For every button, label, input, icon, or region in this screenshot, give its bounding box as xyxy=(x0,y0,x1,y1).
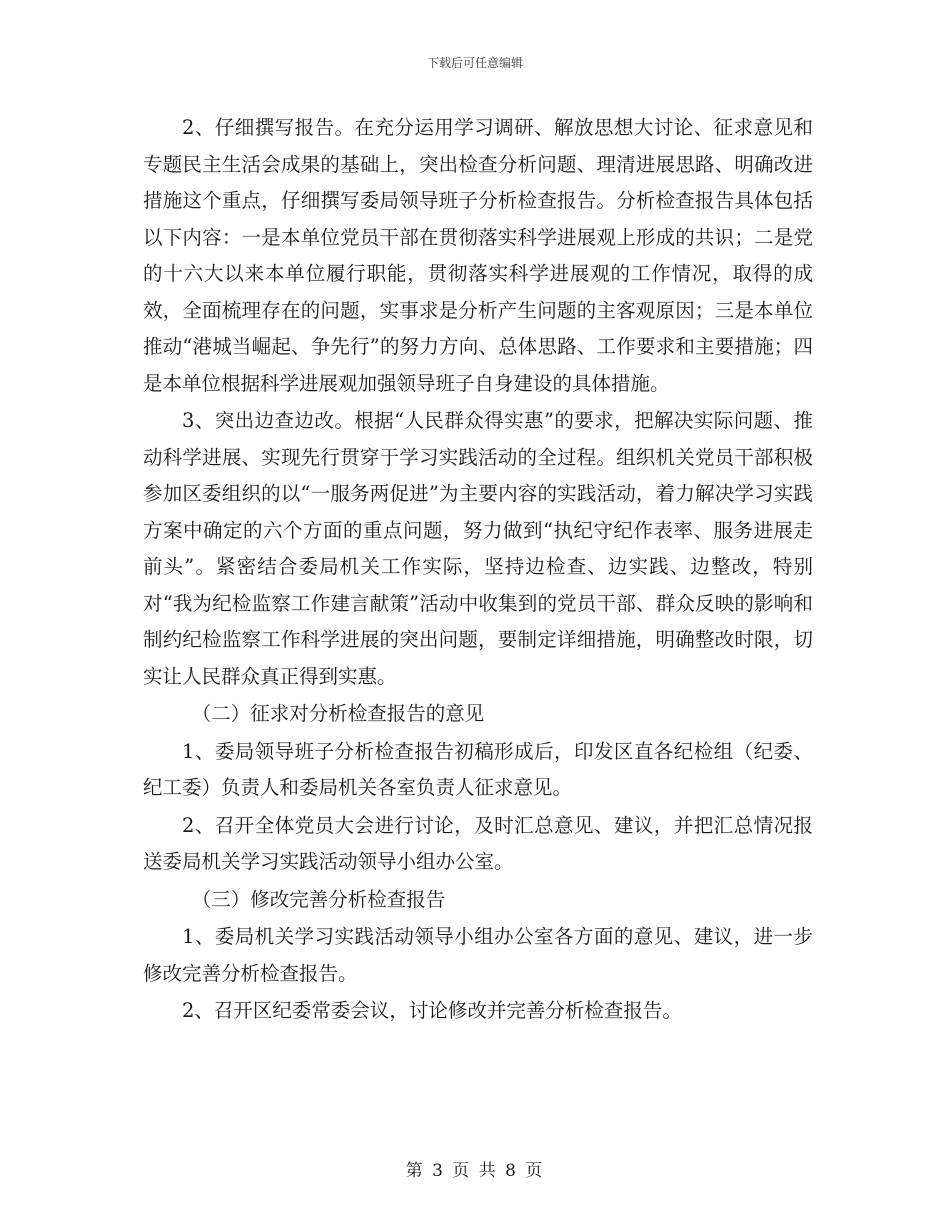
section-heading-solicit-opinions: （二）征求对分析检查报告的意见 xyxy=(191,702,485,725)
paragraph-report-writing: 2、仔细撰写报告。在充分运用学习调研、解放思想大讨论、征求意见和专题民主生活会成果的基础上，突出检查分析问题、理清进展思路、明确改进措施这个重点，仔细撰写委局领导班子分析检查报告。分析检查报告具体包括以下内容：一是本单位党员干部在贯彻落实科学进展观上形成的共识；二是党的十六大以来本单位履行职能，贯彻落实科学进展观的工作情况，取得的成效，全面梳理存在的问题，实事求是分析产生问题的主客观原因；三是本单位推动“港城当崛起、争先行”的努力方向、总体思路、工作要求和主要措施；四是本单位根据科学进展观加强领导班子自身建设的具体措施。 xyxy=(143,116,813,395)
paragraph-party-meeting: 2、召开全体党员大会进行讨论，及时汇总意见、建议，并把汇总情况报送委局机关学习实践活动领导小组办公室。 xyxy=(143,813,813,873)
paragraph-distribute-draft: 1、委局领导班子分析检查报告初稿形成后，印发区直各纪检组（纪委、纪工委）负责人和委局机关各室负责人征求意见。 xyxy=(143,739,813,799)
page-number: 第 3 页 共 8 页 xyxy=(405,1161,545,1181)
document-body xyxy=(143,110,813,1030)
paragraph-standing-committee: 2、召开区纪委常委会议，讨论修改并完善分析检查报告。 xyxy=(182,999,682,1022)
section-heading-revise-report: （三）修改完善分析检查报告 xyxy=(191,887,446,911)
paragraph-revise-opinions: 1、委局机关学习实践活动领导小组办公室各方面的意见、建议，进一步修改完善分析检查报告。 xyxy=(143,925,813,985)
paragraph-rectification: 3、突出边查边改。根据“人民群众得实惠”的要求，把解决实际问题、推动科学进展、实现先行贯穿于学习实践活动的全过程。组织机关党员干部积极参加区委组织的以“一服务两促进”为主要内容的实践活动，着力解决学习实践方案中确定的六个方面的重点问题，努力做到“执纪守纪作表率、服务进展走前头”。紧密结合委局机关工作实际，坚持边检查、边实践、边整改，特别对“我为纪检监察工作建言献策”活动中收集到的党员干部、群众反映的影响和制约纪检监察工作科学进展的突出问题，要制定详细措施，明确整改时限，切实让人民群众真正得到实惠。 xyxy=(143,409,813,688)
page-header: 下载后可任意编辑 xyxy=(426,56,523,70)
